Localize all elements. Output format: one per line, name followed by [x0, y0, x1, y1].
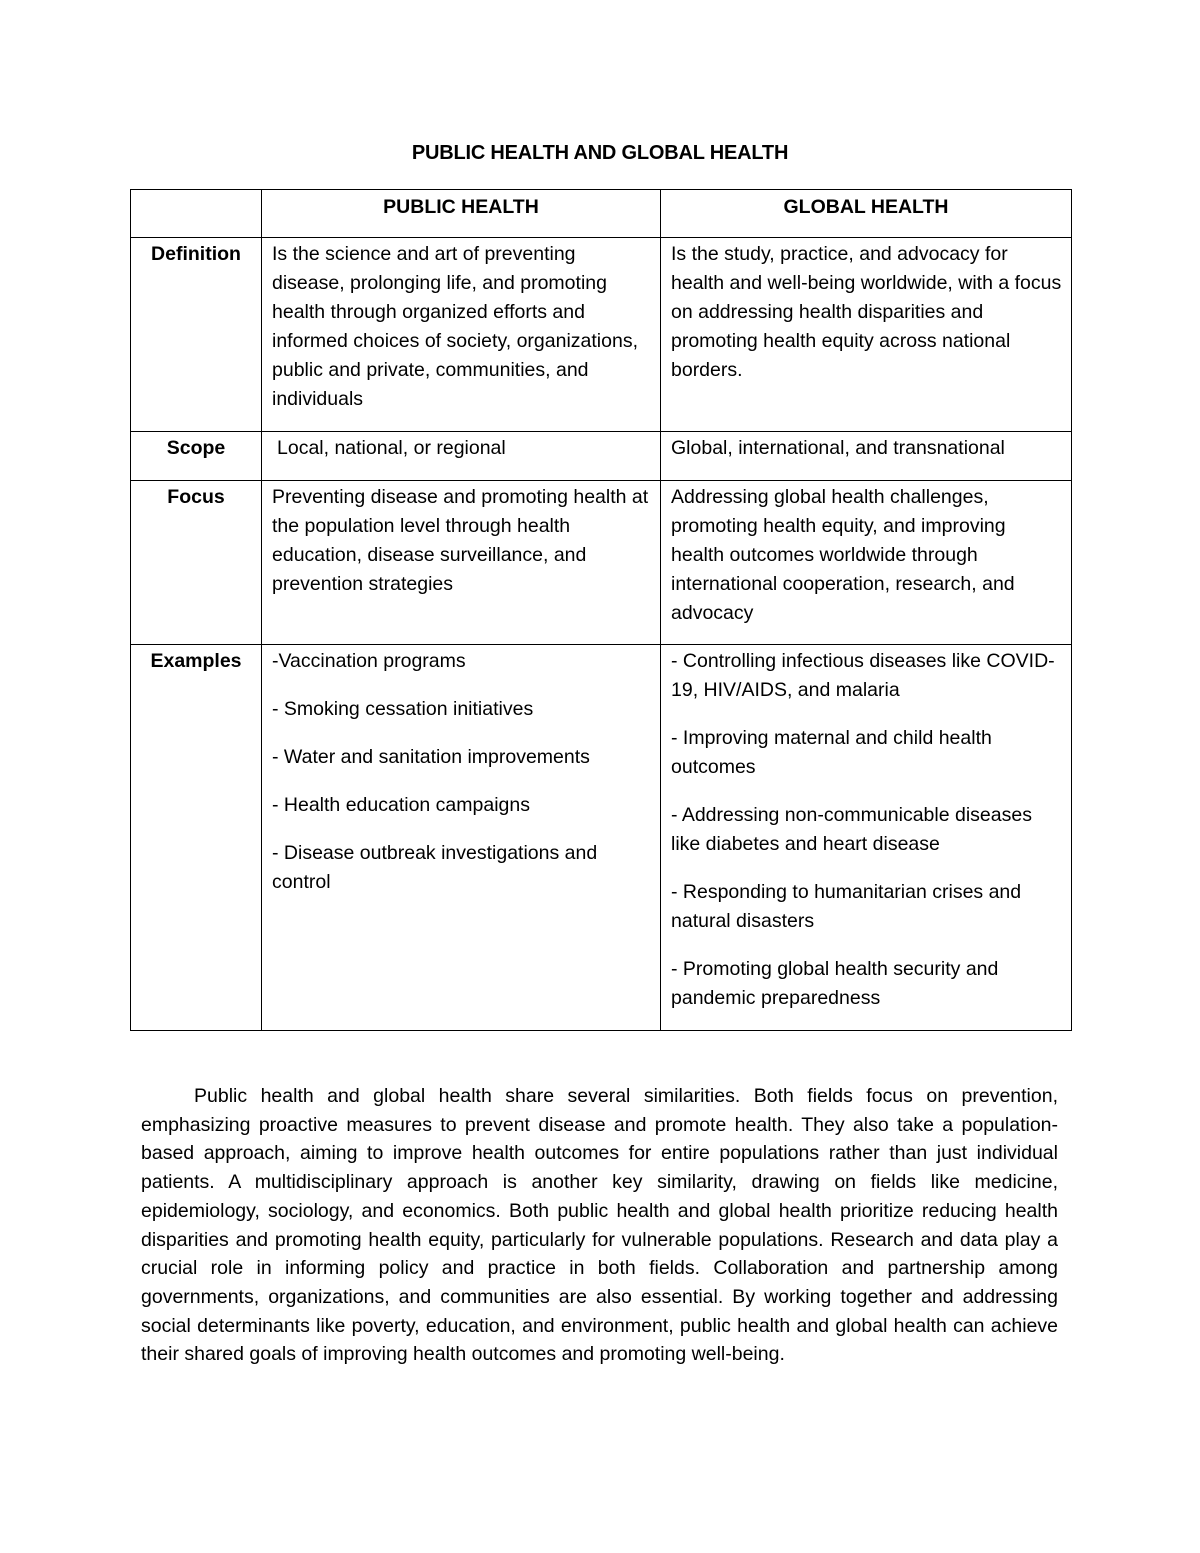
list-item: - Controlling infectious diseases like COVID-19, HIV/AIDS, and malaria — [671, 650, 1055, 701]
list-item: - Addressing non-communicable diseases like diabetes and heart disease — [671, 804, 1032, 855]
list-item: - Improving maternal and child health outcomes — [671, 727, 992, 778]
list-item: - Smoking cessation initiatives — [272, 698, 534, 720]
table-header-row — [131, 190, 1072, 238]
global-scope-cell: Global, international, and transnational — [661, 432, 1072, 481]
table-row-examples — [131, 645, 1072, 1031]
comparison-table — [130, 189, 1072, 1031]
row-label-scope: Scope — [131, 432, 262, 481]
header-global-health: GLOBAL HEALTH — [661, 190, 1072, 238]
public-examples-cell — [262, 645, 661, 1031]
list-item: - Responding to humanitarian crises and natural disasters — [671, 881, 1022, 932]
table-row-definition — [131, 238, 1072, 432]
public-scope-text: Local, national, or regional — [277, 437, 506, 459]
document-title: PUBLIC HEALTH AND GLOBAL HEALTH — [411, 142, 789, 164]
row-label-focus: Focus — [131, 481, 262, 645]
body-paragraph: Public health and global health share several similarities. Both fields focus on prevention, emphasizing proactive measures to prevent disease and promote health. They also take a population-based approach, aiming to improve health outcomes for entire populations rather than just individual patients. A multidisciplinary approach is another key similarity, drawing on fields like medicine, epidemiology, sociology, and economics. Both public health and global health prioritize reducing health disparities and promoting health equity, particularly for vulnerable populations. Research and data play a crucial role in informing policy and practice in both fields. Collaboration and partnership among governments, organizations, and communities are also essential. By working together and addressing social determinants like poverty, education, and environment, public health and global health can achieve their shared goals of improving health outcomes and promoting well-being. — [141, 1085, 1058, 1366]
list-item: - Water and sanitation improvements — [272, 746, 590, 768]
list-item: -Vaccination programs — [272, 650, 466, 672]
public-focus-cell: Preventing disease and promoting health at the population level through health education, disease surveillance, and prevention strategies — [262, 481, 661, 645]
table-row-scope — [131, 432, 1072, 481]
row-label-examples: Examples — [131, 645, 262, 1031]
public-definition-cell: Is the science and art of preventing disease, prolonging life, and promoting health through organized efforts and informed choices of society, organizations, public and private, communities, and individuals — [262, 238, 661, 432]
list-item: - Health education campaigns — [272, 794, 530, 816]
list-item: - Promoting global health security and pandemic preparedness — [671, 958, 999, 1009]
table-row-focus — [131, 481, 1072, 645]
list-item: - Disease outbreak investigations and control — [272, 842, 598, 893]
header-empty-cell — [131, 190, 262, 238]
public-scope-cell — [262, 432, 661, 481]
global-focus-cell: Addressing global health challenges, promoting health equity, and improving health outcomes worldwide through international cooperation, research, and advocacy — [661, 481, 1072, 645]
global-examples-cell — [661, 645, 1072, 1031]
row-label-definition: Definition — [131, 238, 262, 432]
global-definition-cell: Is the study, practice, and advocacy for health and well-being worldwide, with a focus on addressing health disparities and promoting health equity across national borders. — [661, 238, 1072, 432]
header-public-health: PUBLIC HEALTH — [262, 190, 661, 238]
